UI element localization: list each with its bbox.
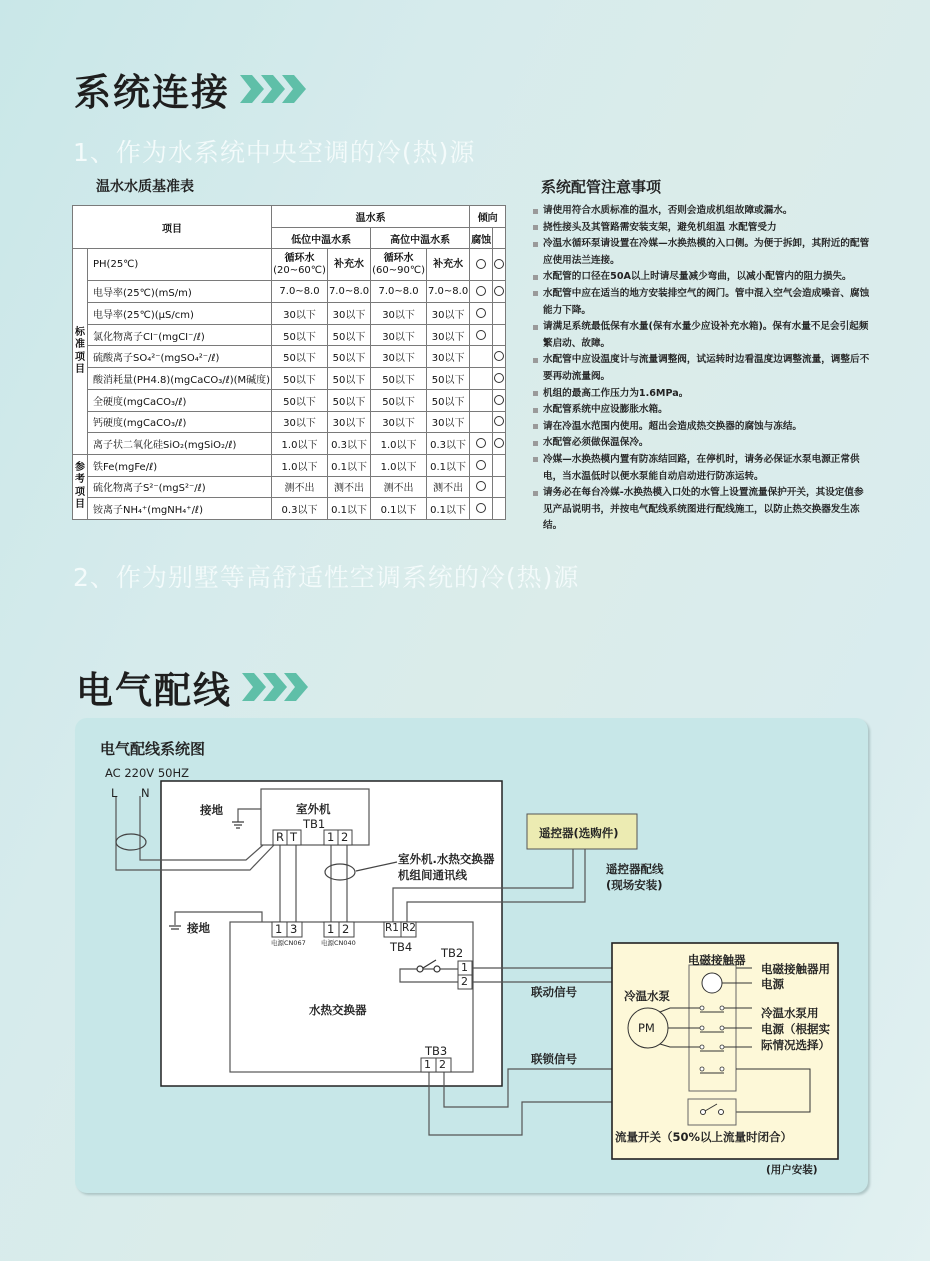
terminal-r: R [276,830,284,844]
list-item: 请满足系统最低保有水量(保有水量少应设补充水箱)。保有水量不足会引起频繁启动、故障。 [533,319,873,352]
table-cell: 1.0以下 [272,433,328,455]
table-cell: 30以下 [327,303,370,325]
table-cell: 50以下 [327,389,370,411]
tb2-term-1: 1 [461,961,468,974]
tb3-term-2: 2 [439,1058,446,1071]
table-cell: 0.1以下 [427,454,470,476]
pump-power-label-2: 电源（根据实 [761,1022,830,1036]
table-cell: 0.1以下 [371,498,427,520]
interlock-signal-label: 联锁信号 [531,1052,577,1066]
table-cell: 测不出 [327,476,370,498]
header-makeup-high: 补充水 [427,249,470,281]
list-item: 请在冷温水范围内使用。超出会造成热交换器的腐蚀与冻结。 [533,419,873,436]
tb2-label: TB2 [441,946,464,960]
flow-switch-label: 流量开关（50%以上流量时闭合） [615,1130,793,1144]
header-circ-low: 循环水 (20~60℃) [272,249,328,281]
ground-label-outdoor: 接地 [200,803,223,817]
list-item: 请使用符合水质标准的温水，否则会造成机组故障或漏水。 [533,203,873,220]
table-cell: 0.1以下 [327,498,370,520]
table-row: 硫酸离子SO₄²⁻(mgSO₄²⁻/ℓ) 50以下 50以下 30以下 30以下 [73,346,506,368]
table-cell: 50以下 [371,389,427,411]
list-item: 冷媒—水换热模内置有防冻结回路，在停机时，请务必保证水泵电源正常供电，当水温低时以便水泵能自动启动进行防冻运转。 [533,452,873,485]
table-cell: 0.3以下 [327,433,370,455]
table-cell: 7.0~8.0 [327,281,370,303]
list-item: 机组的最高工作压力为1.6MPa。 [533,386,873,403]
list-item: 挠性接头及其管路需安装支架，避免机组温 水配管受力 [533,220,873,237]
table-cell: 0.1以下 [427,498,470,520]
table-cell: 30以下 [427,303,470,325]
table-cell: 30以下 [427,324,470,346]
water-quality-table-title: 温水水质基准表 [96,179,194,195]
terminal-1: 1 [327,830,335,844]
table-cell: 7.0~8.0 [371,281,427,303]
table-cell: 0.3以下 [272,498,328,520]
header-circ-high: 循环水 (60~90℃) [371,249,427,281]
cn040-label: 电源CN040 [321,939,356,947]
list-item: 请务必在每台冷媒-水换热模入口处的水管上设置流量保护开关，其设定值参见产品说明书，并按电气配线系统图进行配线施工，以防止热交换器发生冻结。 [533,485,873,535]
remote-wiring-label-1: 遥控器配线 [606,862,664,876]
table-cell: 测不出 [427,476,470,498]
pump-power-label-3: 际情况选择） [761,1038,830,1052]
table-cell: 0.1以下 [327,454,370,476]
table-cell: 30以下 [327,411,370,433]
table-cell: 测不出 [371,476,427,498]
table-row: 电导率(25℃)(mS/m) 7.0~8.0 7.0~8.0 7.0~8.0 7.0~8.0 [73,281,506,303]
table-cell: 50以下 [272,346,328,368]
table-row: 钙硬度(mgCaCO₃/ℓ) 30以下 30以下 30以下 30以下 [73,411,506,433]
table-row: 离子状二氧化硅SiO₂(mgSiO₂/ℓ) 1.0以下 0.3以下 1.0以下 0.3以下 [73,433,506,455]
group-standard: 标 准 项 目 [73,249,88,455]
header-low: 低位中温水系 [272,227,371,249]
ground-label-hydro: 接地 [187,921,210,935]
tb4-label: TB4 [390,940,413,954]
table-row: 酸消耗量(PH4.8)(mgCaCO₃/ℓ)(M碱度) 50以下 50以下 50以下 50以下 [73,368,506,390]
table-cell: 0.3以下 [427,433,470,455]
table-cell: 1.0以下 [272,454,328,476]
header-tendency: 倾向 [470,206,506,228]
header-water-system: 温水系 [272,206,470,228]
hydro-unit-label: 水热交换器 [309,1003,367,1017]
tb1-label: TB1 [303,817,326,831]
pump-power-label-1: 冷温水泵用 [761,1006,819,1020]
tb3-label: TB3 [425,1044,448,1058]
cn040-term-2: 2 [342,922,350,936]
table-row: 铵离子NH₄⁺(mgNH₄⁺/ℓ) 0.3以下 0.1以下 0.1以下 0.1以下 [73,498,506,520]
table-cell: 30以下 [272,411,328,433]
contactor-power-label-2: 电源 [761,977,784,991]
tb4-term-r2: R2 [402,922,416,934]
remote-controller-label: 遥控器(选购件) [539,826,619,840]
table-cell: 50以下 [327,368,370,390]
table-cell: 50以下 [272,324,328,346]
table-cell: 30以下 [272,303,328,325]
terminal-2: 2 [341,830,349,844]
list-item: 水配管系统中应设膨胀水箱。 [533,402,873,419]
header-makeup-low: 补充水 [327,249,370,281]
list-item: 水配管中应设温度计与流量调整阀，试运转时边看温度边调整流量，调整后不要再动流量阀。 [533,352,873,385]
list-item: 水配管中应在适当的地方安装排空气的阀门。管中混入空气会造成噪音、腐蚀能力下降。 [533,286,873,319]
notes-title: 系统配管注意事项 [541,178,662,196]
table-cell: 50以下 [427,368,470,390]
outdoor-unit-label: 室外机 [296,802,331,816]
table-row: 氯化物离子CI⁻(mgCI⁻/ℓ) 50以下 50以下 30以下 30以下 [73,324,506,346]
remote-wiring-label-2: (现场安装) [606,878,663,892]
table-cell: 30以下 [371,324,427,346]
subtitle-2: 2、作为别墅等高舒适性空调系统的冷(热)源 [73,563,580,592]
cn067-term-1: 1 [275,922,283,936]
table-cell: 测不出 [272,476,328,498]
comm-line-label-2: 机组间通讯线 [398,868,467,882]
group-reference: 参 考 项 目 [73,454,88,519]
table-cell: 30以下 [371,303,427,325]
table-row: 电导率(25℃)(μS/cm) 30以下 30以下 30以下 30以下 [73,303,506,325]
table-cell: 50以下 [327,324,370,346]
tb3-term-1: 1 [424,1058,431,1071]
table-cell: 30以下 [371,411,427,433]
cn067-label: 电源CN067 [271,939,306,947]
header-corrosion: 腐蚀 [470,227,493,249]
link-signal-label: 联动信号 [531,985,577,999]
subtitle-1: 1、作为水系统中央空调的冷(热)源 [73,138,476,167]
neutral-label: N [141,786,150,800]
header-high: 高位中温水系 [371,227,470,249]
pump-label: 冷温水泵 [624,989,670,1003]
list-item: 水配管必须做保温保冷。 [533,435,873,452]
list-item: 水配管的口径在50A以上时请尽量减少弯曲，以减小配管内的阻力损失。 [533,269,873,286]
user-install-label: (用户安装) [766,1164,818,1176]
table-cell: 30以下 [427,411,470,433]
tb4-term-r1: R1 [385,922,399,934]
section-title-text: 系统连接 [74,71,230,114]
table-cell: 7.0~8.0 [272,281,328,303]
section-title-text: 电气配线 [76,669,232,712]
table-row: 全硬度(mgCaCO₃/ℓ) 50以下 50以下 50以下 50以下 [73,389,506,411]
cn040-term-1: 1 [327,922,335,936]
comm-line-label-1: 室外机.水热交换器 [398,852,495,866]
tb2-term-2: 2 [461,975,468,988]
table-row: 硫化物离子S²⁻(mgS²⁻/ℓ) 测不出 测不出 测不出 测不出 [73,476,506,498]
table-row: 参 考 项 目 铁Fe(mgFe/ℓ) 1.0以下 0.1以下 1.0以下 0.1以下 [73,454,506,476]
list-item: 冷温水循环泵请设置在冷媒—水换热模的入口侧。为便于拆卸，其附近的配管应使用法兰连接。 [533,236,873,269]
table-cell: 1.0以下 [371,433,427,455]
header-item: 项目 [73,206,272,249]
table-cell: 50以下 [371,368,427,390]
table-cell: 7.0~8.0 [427,281,470,303]
table-cell: 50以下 [427,389,470,411]
cn067-term-3: 3 [290,922,298,936]
pm-motor-label: PM [638,1021,655,1035]
live-label: L [111,786,118,800]
row-item: PH(25℃) [88,249,272,281]
contactor-power-label-1: 电磁接触器用 [761,962,830,976]
contactor-label: 电磁接触器 [688,953,746,967]
table-cell: 30以下 [427,346,470,368]
table-cell: 30以下 [371,346,427,368]
wiring-diagram-title: 电气配线系统图 [100,740,206,758]
terminal-t: T [290,830,298,844]
table-cell: 50以下 [272,389,328,411]
power-supply-label: AC 220V 50HZ [105,766,189,780]
table-cell: 50以下 [272,368,328,390]
table-cell: 50以下 [327,346,370,368]
table-cell: 1.0以下 [371,454,427,476]
